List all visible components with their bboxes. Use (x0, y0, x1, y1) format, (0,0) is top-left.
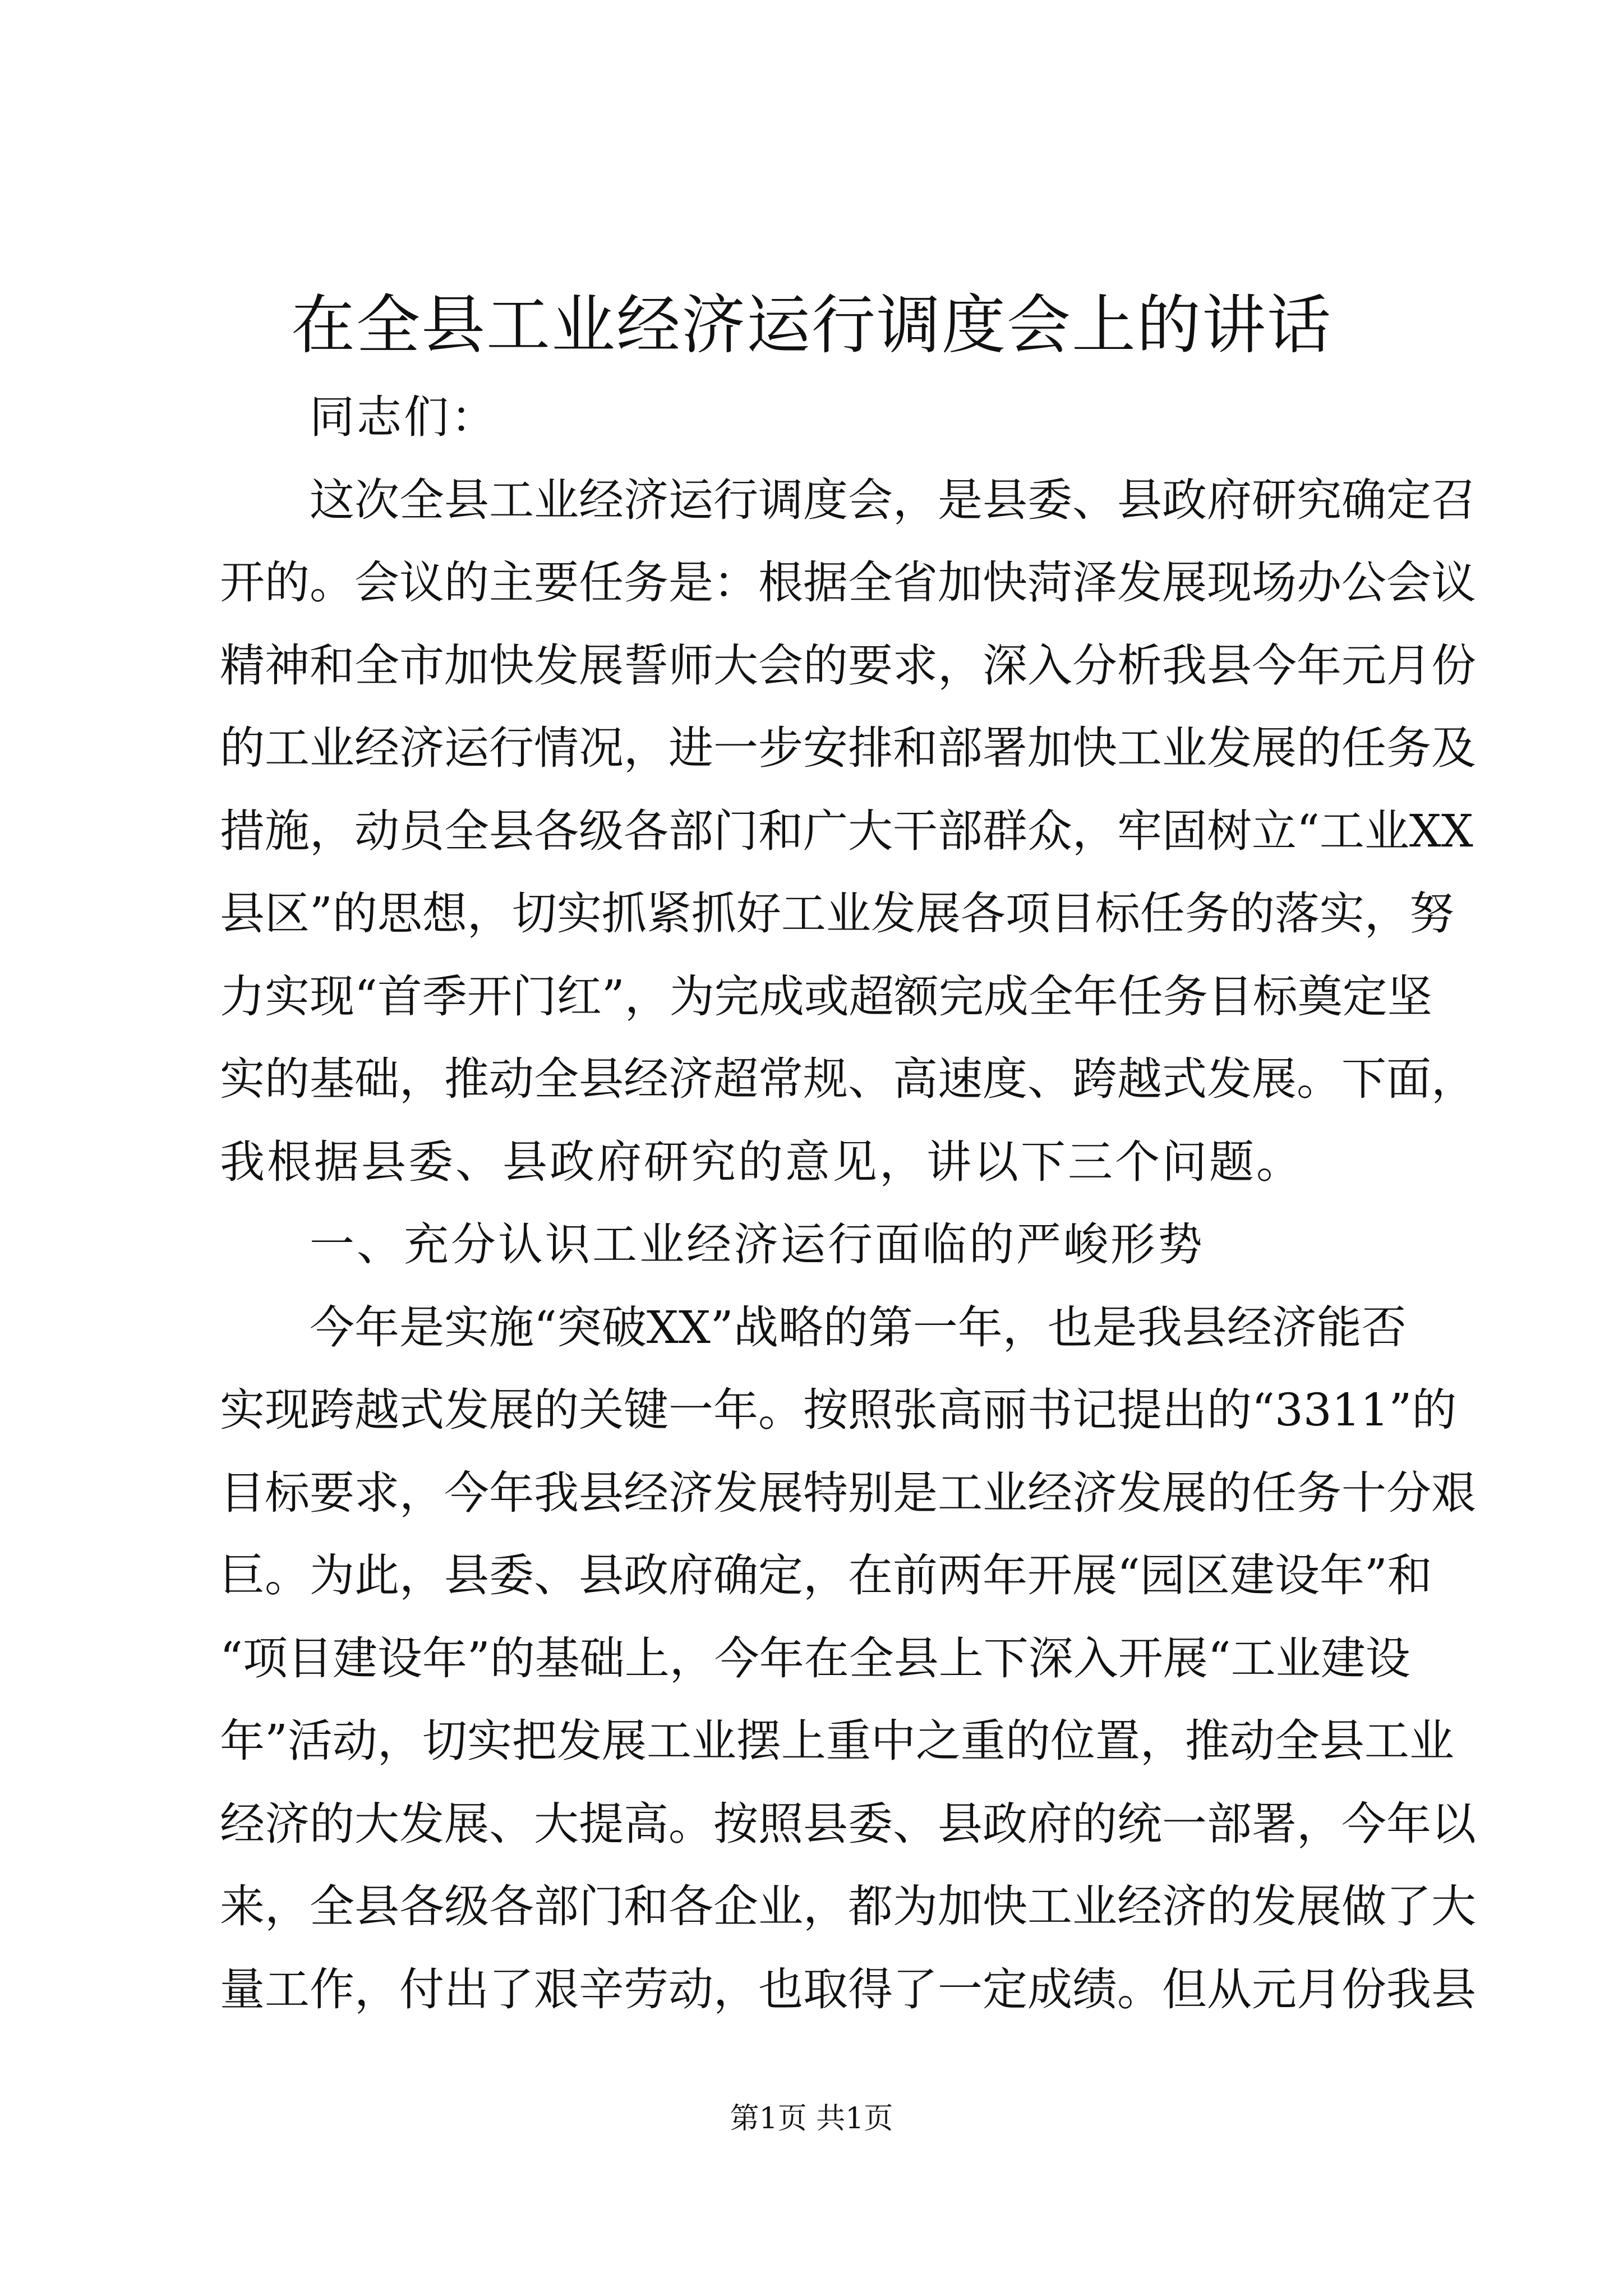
paragraph-line: 县区”的思想，切实抓紧抓好工业发展各项目标任务的落实，努 (220, 887, 1454, 940)
paragraph-line: 实的基础，推动全县经济超常规、高速度、跨越式发展。下面， (220, 1053, 1476, 1105)
paragraph-line: 来，全县各级各部门和各企业，都为加快工业经济的发展做了大 (220, 1880, 1476, 1932)
paragraph-line: 我根据县委、县政府研究的意见，讲以下三个问题。 (220, 1135, 1303, 1188)
section-heading: 一、充分认识工业经济运行面临的严峻形势 (310, 1218, 1205, 1271)
paragraph-line: 量工作，付出了艰辛劳动，也取得了一定成绩。但从元月份我县 (220, 1963, 1476, 2016)
document-body (220, 376, 1476, 2031)
paragraph-line: 力实现“首季开门红”，为完成或超额完成全年任务目标奠定坚 (220, 970, 1432, 1023)
paragraph-line: 开的。会议的主要任务是：根据全省加快菏泽发展现场办公会议 (220, 556, 1476, 609)
paragraph-line: 巨。为此，县委、县政府确定，在前两年开展“园区建设年”和 (220, 1549, 1432, 1602)
paragraph-line: 年”活动，切实把发展工业摆上重中之重的位置，推动全县工业 (220, 1715, 1454, 1767)
paragraph-line: 精神和全市加快发展誓师大会的要求，深入分析我县今年元月份 (220, 639, 1476, 692)
paragraph-line: 这次全县工业经济运行调度会，是县委、县政府研究确定召 (310, 473, 1476, 526)
paragraph-line: 措施，动员全县各级各部门和广大干部群众，牢固树立“工业XX (220, 804, 1473, 857)
paragraph-line: 的工业经济运行情况，进一步安排和部署加快工业发展的任务及 (220, 722, 1476, 774)
salutation-line: 同志们： (310, 391, 498, 443)
page-footer: 第1页 共1页 (730, 2102, 893, 2136)
document-title: 在全县工业经济运行调度会上的讲话 (291, 288, 1332, 362)
paragraph-line: 目标要求，今年我县经济发展特别是工业经济发展的任务十分艰 (220, 1466, 1476, 1519)
paragraph-line: 实现跨越式发展的关键一年。按照张高丽书记提出的“3311”的 (220, 1384, 1457, 1436)
paragraph-line: 今年是实施“突破XX”战略的第一年，也是我县经济能否 (310, 1301, 1407, 1354)
paragraph-line: 经济的大发展、大提高。按照县委、县政府的统一部署，今年以 (220, 1797, 1476, 1850)
paragraph-line: “项目建设年”的基础上，今年在全县上下深入开展“工业建设 (220, 1632, 1410, 1685)
